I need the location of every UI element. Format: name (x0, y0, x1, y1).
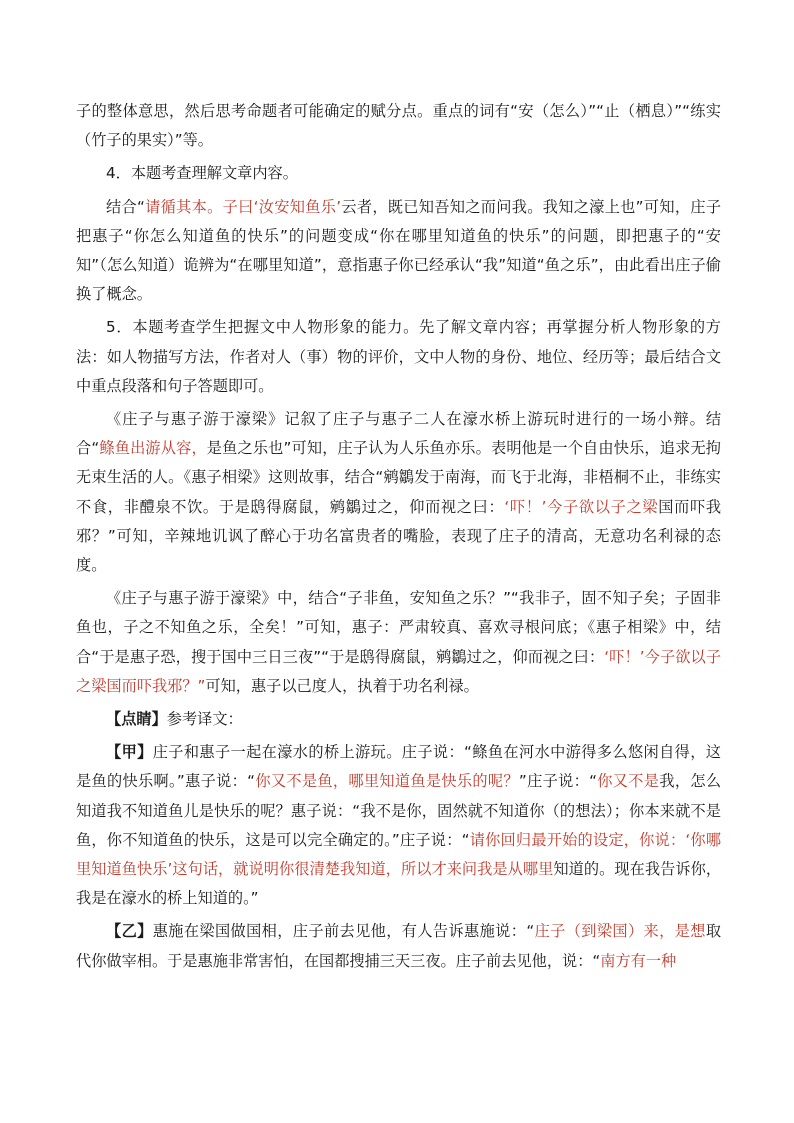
text-run: 庄子和惠子一起在濠水的桥上游玩。庄子说：“鲦鱼在河水中游得多么悠闲自得，这是鱼的快乐啊。”惠子说：“ (76, 743, 721, 791)
paragraph-q4-analysis (76, 193, 721, 310)
text-run: 我，怎么知道我不知道鱼儿是快乐的呢？惠子说：“我不是你，固然就不知道你（的想法）；你本来就不是鱼，你不知道鱼的快乐，这是可以完全确定的。”庄子说：“ (76, 772, 722, 849)
quote-highlight: 请循其本。子曰‘汝安知鱼乐’ (144, 197, 342, 216)
text-run: 5．本题考查学生把握文中人物形象的能力。先了解文章内容；再掌握分析人物形象的方法：如人物描写方法，作者对人（事）物的评价，文中人物的身份、地位、经历等；最后结合文中重点段落和句子答题即可。 (76, 318, 721, 395)
text-run: 4．本题考查理解文章内容。 (106, 164, 298, 183)
paragraph-translation-jia (76, 738, 721, 913)
paragraph-zhuangzi-analysis (76, 405, 721, 580)
paragraph-continued (76, 97, 721, 155)
text-run: 结合“ (106, 197, 145, 216)
paragraph-q4-heading (76, 159, 721, 188)
section-label: 【甲】 (106, 743, 153, 762)
quote-highlight: 请你回归最开始的设定，你说：‘你哪里知道鱼快乐’这句话，就说明你很清楚我知道，所以才来问我是从哪里 (76, 830, 722, 879)
quote-highlight: 南方有一种 (600, 951, 677, 970)
paragraph-dianjing (76, 705, 721, 734)
text-run: 《庄子与惠子游于濠梁》记叙了庄子与惠子二人在濠水桥上游玩时进行的一场小辩。结合“ (76, 410, 721, 458)
paragraph-huizi-analysis (76, 584, 721, 701)
text-run: 《庄子与惠子游于濠梁》中，结合“子非鱼，安知鱼之乐？”“我非子，固不知子矣；子固非鱼也，子之不知鱼之乐，全矣！”可知，惠子：严肃较真、喜欢寻根问底；《惠子相梁》中，结合“于是惠子恐，搜于国中三日三夜”“于是鸱得腐鼠，鹓鶵过之，仰而视之曰： (76, 589, 721, 666)
text-run: 云者，既已知吾知之而问我。我知之濠上也”可知，庄子把惠子“你怎么知道鱼的快乐”的问题变成“你在哪里知道鱼的快乐”的问题，即把惠子的“安知”（怎么知道）诡辨为“在哪里知道”，意指惠子你已经承认“我”知道“鱼之乐”，由此看出庄子偷换了概念。 (76, 197, 722, 304)
quote-highlight: 庄子（到梁国）来，是想 (534, 922, 706, 941)
text-run: 惠施在梁国做国相，庄子前去见他，有人告诉惠施说：“ (152, 922, 535, 941)
section-label: 【乙】 (106, 922, 153, 941)
quote-highlight: ‘吓！’今子欲以子之梁 (504, 497, 659, 516)
text-run: 取代你做宰相。于是惠施非常害怕，在国都搜捕三天三夜。庄子前去见他，说：“ (76, 922, 721, 970)
paragraph-q5-heading (76, 313, 721, 401)
quote-highlight: 你又不是鱼，哪里知道鱼是快乐的呢？ (255, 772, 519, 791)
text-run: 子的整体意思，然后思考命题者可能确定的赋分点。重点的词有“安（怎么）”“止（栖息）”“练实（竹子的果实）”等。 (76, 102, 721, 150)
document-body (76, 97, 721, 976)
quote-highlight: ‘吓！’今子欲以子之梁国而吓我邪？” (76, 647, 722, 695)
text-run: ”庄子说：“ (518, 772, 597, 791)
quote-highlight: 你又不是 (596, 772, 660, 791)
quote-highlight: 鲦鱼出游从容， (99, 439, 207, 458)
text-run: 国而吓我邪？”可知，辛辣地讥讽了醉心于功名富贵者的嘴脸，表现了庄子的清高，无意功名利禄的态度。 (76, 497, 722, 575)
text-run: 知道的。现在我告诉你，我是在濠水的桥上知道的。” (76, 860, 721, 908)
text-run: 参考译文： (166, 710, 243, 729)
paragraph-translation-yi (76, 917, 721, 975)
section-label: 【点睛】 (106, 710, 167, 729)
text-run: 可知，惠子以己度人，执着于功名利禄。 (205, 676, 479, 695)
text-run: 是鱼之乐也”可知，庄子认为人乐鱼亦乐。表明他是一个自由快乐，追求无拘无束生活的人。《惠子相梁》这则故事，结合“鹓鶵发于南海，而飞于北海，非梧桐不止，非练实不食，非醴泉不饮。于是鸱得腐鼠，鹓鶵过之，仰而视之曰： (76, 439, 721, 516)
